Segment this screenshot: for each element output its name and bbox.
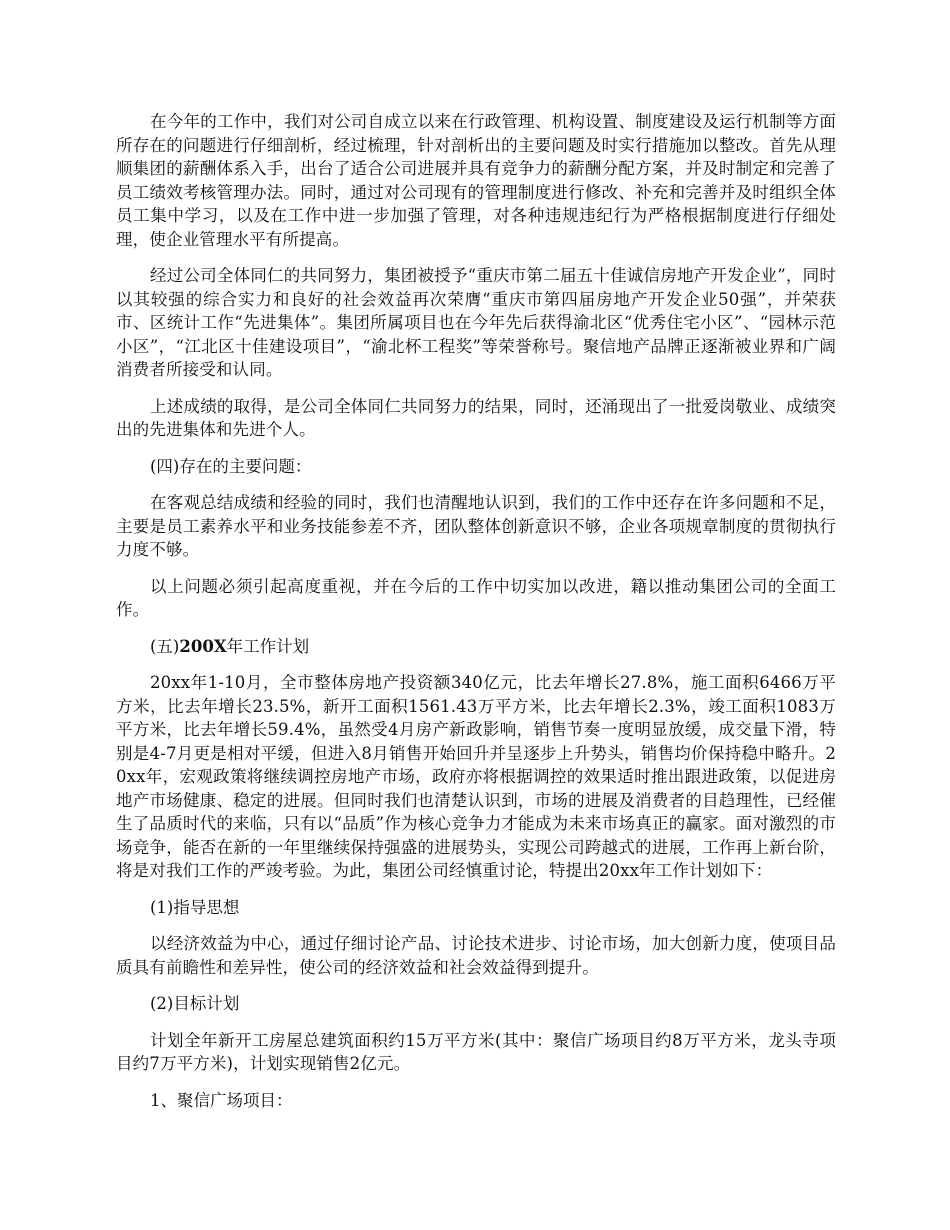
paragraph-guiding-idea: 以经济效益为中心，通过仔细讨论产品、讨论技术进步、讨论市场，加大创新力度，使项目品质具有前瞻性和差异性，使公司的经济效益和社会效益得到提升。 (116, 934, 836, 977)
paragraph-achievements: 上述成绩的取得，是公司全体同仁共同努力的结果，同时，还涌现出了一批爱岗敬业、成绩突出的先进集体和先进个人。 (116, 396, 836, 439)
heading-work-plan-prefix: (五) (150, 636, 180, 656)
paragraph-problems: 在客观总结成绩和经验的同时，我们也清醒地认识到，我们的工作中还存在许多问题和不足，主要是员工素养水平和业务技能参差不齐，团队整体创新意识不够，企业各项规章制度的贯彻执行力度不够。 (116, 493, 836, 559)
paragraph-market-analysis: 20xx年1-10月，全市整体房地产投资额340亿元，比去年增长27.8%，施工面积6466万平方米，比去年增长23.5%，新开工面积1561.43万平方米，比去年增长2.3%，竣工面积1083万平方米，比去年增长59.4%，虽然受4月房产新政影响，销售节奏一度明显放缓，成交量下滑，特别是4-7月更是相对平缓，但进入8月销售开始回升并呈逐步上升势头，销售均价保持稳中略升。20xx年，宏观政策将继续调控房地产市场，政府亦将根据调控的效果适时推出跟进政策，以促进房地产市场健康、稳定的进展。但同时我们也清楚认识到，市场的进展及消费者的目趋理性，已经催生了品质时代的来临，只有以“品质”作为核心竞争力才能成为未来市场真正的赢家。面对激烈的市场竞争，能否在新的一年里继续保持强盛的进展势头，实现公司跨越式的进展，工作再上新台阶，将是对我们工作的严竣考验。为此，集团公司经慎重讨论，特提出20xx年工作计划如下： (116, 673, 836, 880)
heading-target-plan: (2)目标计划 (150, 994, 240, 1013)
heading-main-problems: (四)存在的主要问题： (150, 456, 312, 476)
paragraph-target-plan: 计划全年新开工房屋总建筑面积约15万平方米(其中：聚信广场项目约8万平方米，龙头寺项目约7万平方米)，计划实现销售2亿元。 (116, 1030, 836, 1073)
heading-guiding-idea: (1)指导思想 (150, 897, 240, 917)
paragraph-honors: 经过公司全体同仁的共同努力，集团被授予“重庆市第二届五十佳诚信房地产开发企业”，同时以其较强的综合实力和良好的社会效益再次荣膺“重庆市第四届房地产开发企业50强”，并荣获市、区统计工作“先进集体”。集团所属项目也在今年先后获得渝北区“优秀住宅小区”、“园林示范小区”，“江北区十佳建设项目”，“渝北杯工程奖”等荣誉称号。聚信地产品牌正逐渐被业界和广阔消费者所接受和认同。 (116, 266, 836, 379)
paragraph-improvement: 以上问题必须引起高度重视，并在今后的工作中切实加以改进，籍以推动集团公司的全面工作。 (116, 576, 836, 619)
heading-work-plan-suffix: 年工作计划 (226, 636, 310, 656)
paragraph-management: 在今年的工作中，我们对公司自成立以来在行政管理、机构设置、制度建设及运行机制等方面所存在的问题进行仔细剖析，经过梳理，针对剖析出的主要问题及时实行措施加以整改。首先从理顺集团的薪酬体系入手，出台了适合公司进展并具有竞争力的薪酬分配方案，并及时制定和完善了员工绩效考核管理办法。同时，通过对公司现有的管理制度进行修改、补充和完善并及时组织全体员工集中学习，以及在工作中进一步加强了管理，对各种违规违纪行为严格根据制度进行仔细处理，使企业管理水平有所提高。 (116, 112, 836, 249)
document-body (116, 110, 836, 1125)
heading-work-plan (116, 635, 836, 659)
heading-juxin-plaza-project: 1、聚信广场项目： (150, 1090, 293, 1110)
heading-work-plan-year: 200X (179, 636, 227, 656)
